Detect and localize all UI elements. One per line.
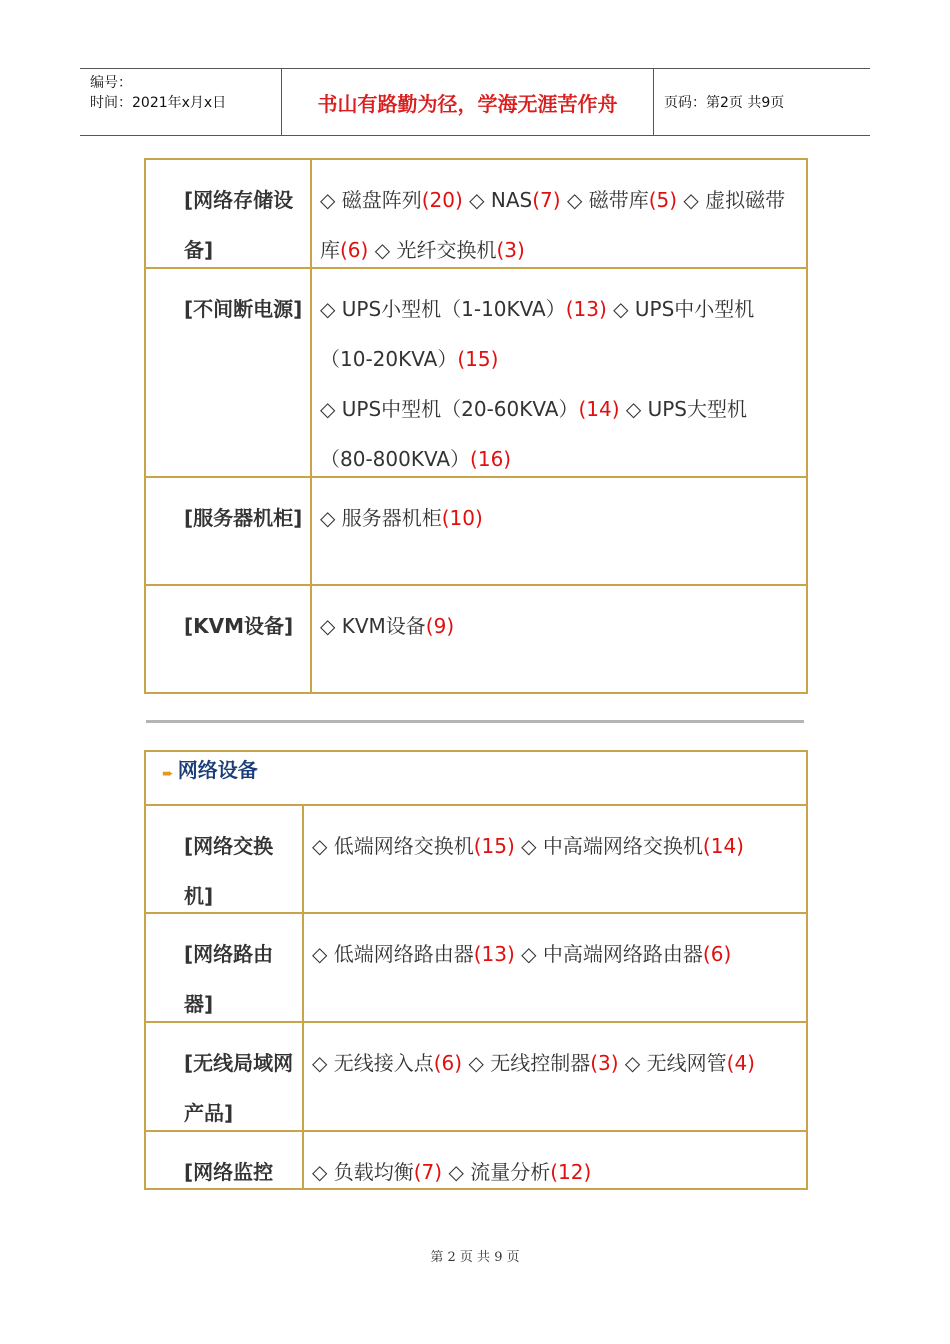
- item-count: (7): [532, 188, 561, 212]
- section-title[interactable]: 网络设备: [177, 758, 258, 782]
- arrow-bullet-icon: ➨: [162, 766, 174, 782]
- item-count: (7): [413, 1160, 443, 1184]
- doc-number-label: 编号：: [90, 75, 132, 91]
- item-count: (3): [496, 238, 525, 262]
- item-text[interactable]: ◇ NAS: [462, 188, 533, 212]
- table-row: [146, 586, 806, 692]
- section-divider: [146, 720, 804, 723]
- row-label: [无线局域网产品]: [146, 1023, 304, 1130]
- item-count: (5): [648, 188, 678, 212]
- item-count: (16): [470, 447, 512, 471]
- row-label: [网络交换机]: [146, 806, 304, 912]
- row-items: [312, 478, 806, 584]
- item-text[interactable]: ◇ UPS大型机（80-800KVA）: [320, 397, 748, 471]
- item-count: (6): [702, 942, 732, 966]
- item-text[interactable]: ◇ 磁带库: [560, 188, 649, 212]
- page-footer: 第 2 页 共 9 页: [430, 1250, 520, 1265]
- item-count: (14): [578, 397, 620, 421]
- row-label: [服务器机柜]: [146, 478, 312, 584]
- table-row: [146, 914, 806, 1023]
- row-label: [不间断电源]: [146, 269, 312, 476]
- item-text[interactable]: ◇ 低端网络路由器: [312, 942, 474, 966]
- item-text[interactable]: ◇ UPS小型机（1-10KVA）: [320, 297, 566, 321]
- row-items: [312, 160, 806, 267]
- item-text[interactable]: ◇ 磁盘阵列: [320, 188, 422, 212]
- item-count: (14): [702, 834, 744, 858]
- row-items: [312, 586, 806, 692]
- item-count: (15): [473, 834, 515, 858]
- item-text[interactable]: ◇ 低端网络交换机: [312, 834, 474, 858]
- item-text[interactable]: ◇ 服务器机柜: [320, 506, 442, 530]
- item-text[interactable]: ◇ 无线控制器: [462, 1051, 591, 1075]
- row-label: [网络路由器]: [146, 914, 304, 1021]
- item-count: (10): [441, 506, 483, 530]
- item-text[interactable]: ◇ 中高端网络路由器: [514, 942, 703, 966]
- item-count: (9): [425, 614, 455, 638]
- item-count: (6): [340, 238, 369, 262]
- equipment-table-1: [144, 158, 808, 694]
- item-text[interactable]: ◇ 无线接入点: [312, 1051, 434, 1075]
- item-text[interactable]: ◇ 流量分析: [442, 1160, 551, 1184]
- item-count: (13): [473, 942, 515, 966]
- item-count: (3): [590, 1051, 619, 1075]
- header-motto: 书山有路勤为径，学海无涯苦作舟: [282, 69, 654, 135]
- table-row: [146, 1023, 806, 1132]
- table-row: [146, 269, 806, 478]
- table-row: [146, 1132, 806, 1188]
- row-items: [304, 1132, 806, 1188]
- equipment-table-2: [144, 750, 808, 1190]
- page-header: [80, 68, 870, 136]
- doc-date: 时间：2021年x月x日: [90, 95, 227, 111]
- item-count: (15): [457, 347, 499, 371]
- row-items: [304, 914, 806, 1021]
- table-row: [146, 160, 806, 269]
- section-header: [146, 752, 806, 806]
- row-label: [网络存储设备]: [146, 160, 312, 267]
- table-row: [146, 478, 806, 586]
- header-meta: [80, 69, 282, 135]
- item-text[interactable]: ◇ 中高端网络交换机: [514, 834, 703, 858]
- row-items: [312, 269, 806, 476]
- item-text[interactable]: ◇ UPS中型机（20-60KVA）: [320, 397, 579, 421]
- item-text[interactable]: ◇ 负载均衡: [312, 1160, 414, 1184]
- header-page-info: 页码：第2页 共9页: [664, 95, 785, 111]
- row-label: [网络监控: [146, 1132, 304, 1188]
- item-text[interactable]: ◇ 虚拟磁带库: [320, 188, 786, 262]
- item-text[interactable]: ◇ UPS中小型机（10-20KVA）: [320, 297, 755, 371]
- item-count: (13): [565, 297, 607, 321]
- item-count: (4): [726, 1051, 755, 1075]
- item-count: (20): [421, 188, 463, 212]
- item-text[interactable]: ◇ 光纤交换机: [368, 238, 497, 262]
- item-text[interactable]: ◇ KVM设备: [320, 614, 426, 638]
- item-count: (6): [433, 1051, 463, 1075]
- item-count: (12): [550, 1160, 592, 1184]
- row-label: [KVM设备]: [146, 586, 312, 692]
- table-row: [146, 806, 806, 914]
- row-items: [304, 1023, 806, 1130]
- item-text[interactable]: ◇ 无线网管: [618, 1051, 727, 1075]
- row-items: [304, 806, 806, 912]
